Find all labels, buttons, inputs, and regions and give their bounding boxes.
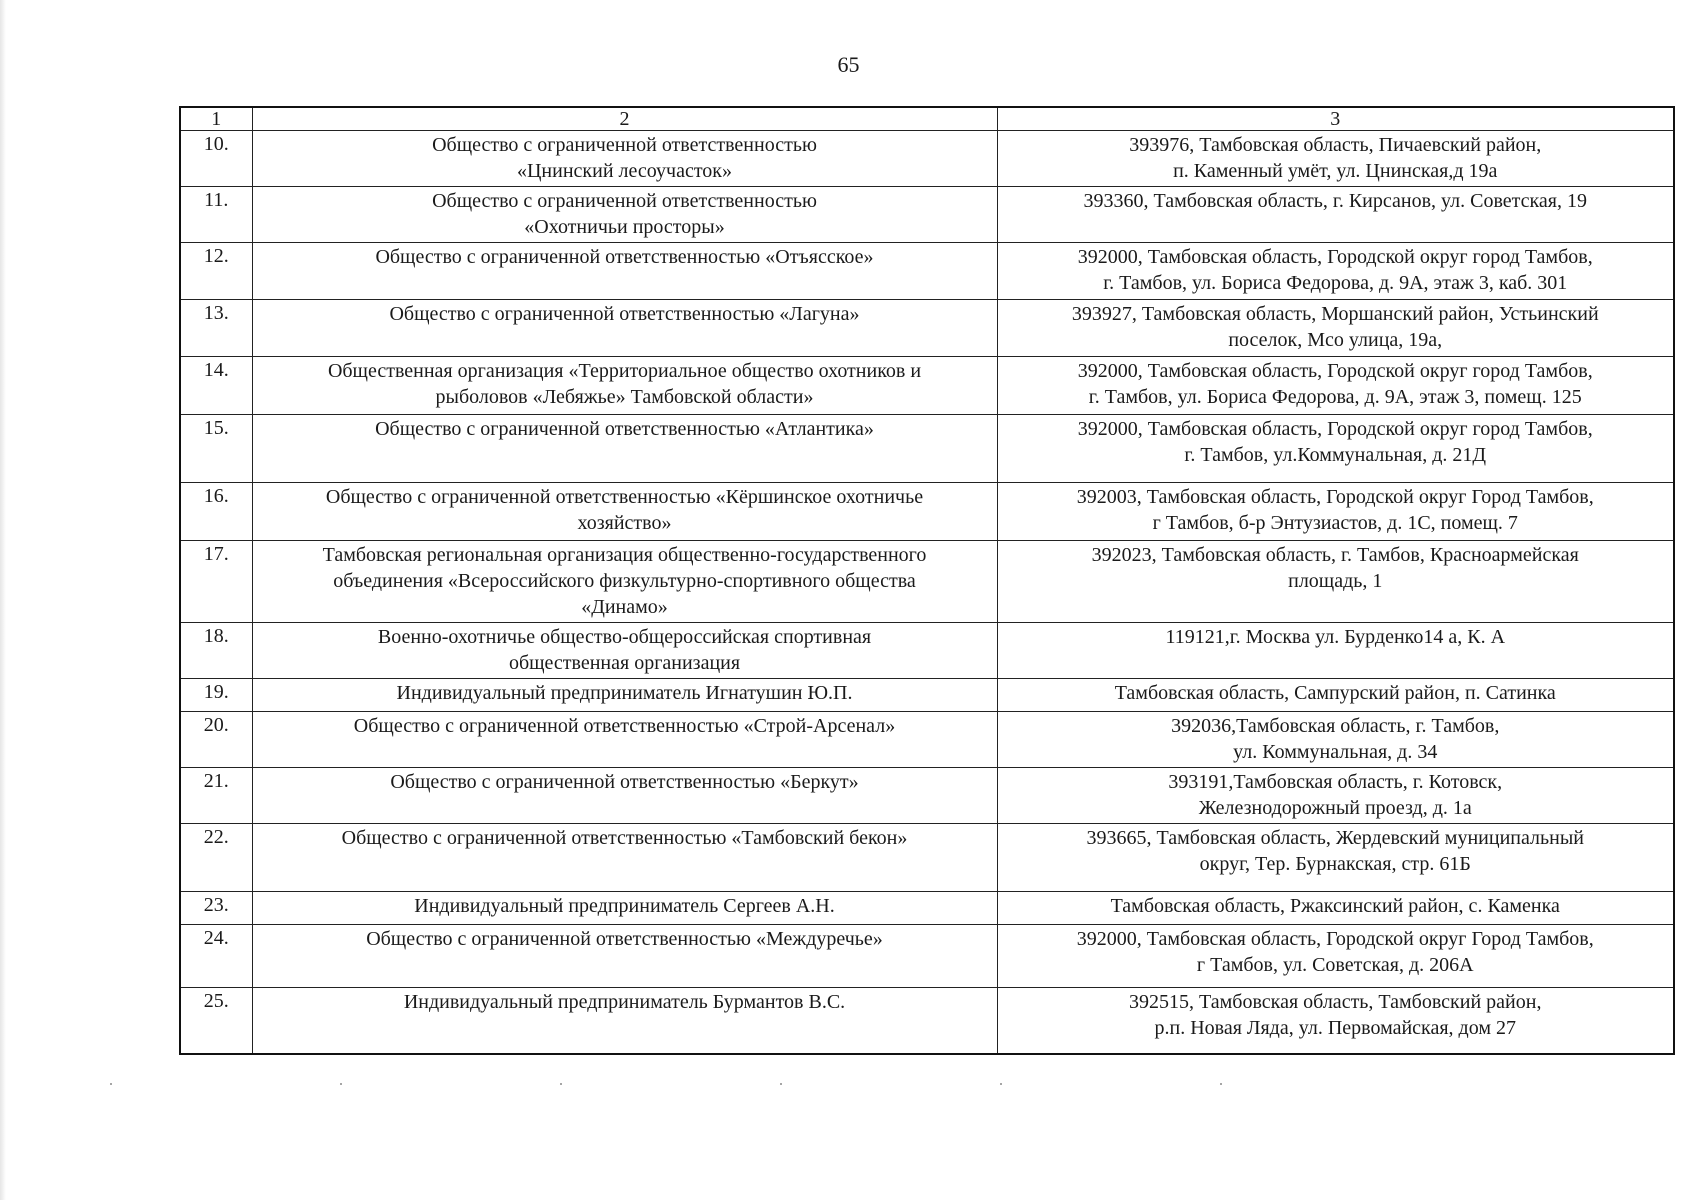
- table-row: [180, 541, 1674, 623]
- table-row: [180, 925, 1674, 988]
- organization-name-line: Общество с ограниченной ответственностью «Тамбовский бекон»: [341, 827, 908, 849]
- organization-name-line: Общество с ограниченной ответственностью «Междуречье»: [366, 928, 883, 950]
- organization-name-cell: [252, 357, 997, 415]
- row-number: 24.: [180, 925, 252, 988]
- address-line: 392000, Тамбовская область, Городской округ город Тамбов,: [1077, 418, 1593, 440]
- address-cell: [997, 300, 1674, 357]
- organization-name-cell: [252, 483, 997, 541]
- organization-name-line: Общество с ограниченной ответственностью «Отъясское»: [375, 246, 874, 268]
- address-line: площадь, 1: [1288, 570, 1383, 592]
- address-line: 393191,Тамбовская область, г. Котовск,: [1168, 771, 1503, 793]
- address-cell: [997, 892, 1674, 925]
- address-line: 392000, Тамбовская область, Городской округ Город Тамбов,: [1076, 928, 1594, 950]
- registry-table-body: [180, 107, 1674, 1054]
- address-line: 393927, Тамбовская область, Моршанский район, Устьинский: [1071, 303, 1599, 325]
- table-row: [180, 131, 1674, 187]
- address-line: 392036,Тамбовская область, г. Тамбов,: [1171, 715, 1500, 737]
- organization-name-cell: [252, 187, 997, 243]
- registry-table-container: [179, 106, 1673, 1055]
- table-row: [180, 243, 1674, 300]
- address-cell: [997, 415, 1674, 483]
- organization-name-line: рыболовов «Лебяжье» Тамбовской области»: [435, 386, 814, 408]
- table-row: [180, 357, 1674, 415]
- address-line: Железнодорожный проезд, д. 1а: [1198, 797, 1472, 819]
- column-number-1: 1: [180, 107, 252, 131]
- organization-name-line: Общество с ограниченной ответственностью «Лагуна»: [389, 303, 860, 325]
- address-cell: [997, 131, 1674, 187]
- scan-edge-shadow: [0, 0, 6, 1200]
- organization-name-cell: [252, 131, 997, 187]
- table-row: [180, 712, 1674, 768]
- organization-name-line: Общество с ограниченной ответственностью «Беркут»: [390, 771, 859, 793]
- row-number: 15.: [180, 415, 252, 483]
- address-line: Тамбовская область, Сампурский район, п. Сатинка: [1114, 682, 1556, 704]
- address-line: 119121,г. Москва ул. Бурденко14 а, К. А: [1165, 626, 1506, 648]
- organization-name-cell: [252, 415, 997, 483]
- row-number: 16.: [180, 483, 252, 541]
- organization-name-line: Индивидуальный предприниматель Сергеев А.Н.: [414, 895, 835, 917]
- scan-dot: [1000, 1083, 1002, 1085]
- scan-dot: [1220, 1083, 1222, 1085]
- address-line: 392515, Тамбовская область, Тамбовский район,: [1129, 991, 1542, 1013]
- row-number: 25.: [180, 988, 252, 1054]
- address-cell: [997, 679, 1674, 712]
- organization-name-cell: [252, 768, 997, 824]
- organization-name-cell: [252, 541, 997, 623]
- address-line: р.п. Новая Ляда, ул. Первомайская, дом 27: [1154, 1017, 1516, 1039]
- table-row: [180, 483, 1674, 541]
- organization-name-line: общественная организация: [508, 652, 741, 674]
- address-cell: [997, 824, 1674, 892]
- table-row: [180, 300, 1674, 357]
- scan-artifact-dots: [110, 1083, 1250, 1087]
- table-row: [180, 679, 1674, 712]
- row-number: 11.: [180, 187, 252, 243]
- address-line: округ, Тер. Бурнакская, стр. 61Б: [1199, 853, 1471, 875]
- organization-name-line: Общество с ограниченной ответственностью «Атлантика»: [375, 418, 874, 440]
- column-number-3: 3: [997, 107, 1674, 131]
- organization-name-line: «Охотничьи просторы»: [524, 216, 725, 238]
- address-line: п. Каменный умёт, ул. Цнинская,д 19а: [1173, 160, 1498, 182]
- address-line: Тамбовская область, Ржаксинский район, с. Каменка: [1110, 895, 1560, 917]
- address-cell: [997, 243, 1674, 300]
- address-cell: [997, 712, 1674, 768]
- table-row: [180, 187, 1674, 243]
- row-number: 13.: [180, 300, 252, 357]
- organization-name-cell: [252, 988, 997, 1054]
- organization-name-cell: [252, 824, 997, 892]
- address-cell: [997, 988, 1674, 1054]
- scan-dot: [340, 1083, 342, 1085]
- address-cell: [997, 623, 1674, 679]
- organization-name-cell: [252, 243, 997, 300]
- row-number: 14.: [180, 357, 252, 415]
- table-row: [180, 415, 1674, 483]
- organization-name-cell: [252, 623, 997, 679]
- column-number-2: 2: [252, 107, 997, 131]
- registry-table: [179, 106, 1675, 1055]
- organization-name-line: хозяйство»: [577, 512, 672, 534]
- address-line: поселок, Мсо улица, 19а,: [1228, 329, 1443, 351]
- organization-name-cell: [252, 925, 997, 988]
- organization-name-line: «Динамо»: [581, 596, 668, 618]
- address-line: 392000, Тамбовская область, Городской округ город Тамбов,: [1077, 360, 1593, 382]
- organization-name-line: Общество с ограниченной ответственностью: [432, 134, 817, 156]
- address-line: г Тамбов, б-р Энтузиастов, д. 1С, помещ. 7: [1152, 512, 1518, 534]
- row-number: 21.: [180, 768, 252, 824]
- row-number: 17.: [180, 541, 252, 623]
- row-number: 18.: [180, 623, 252, 679]
- address-cell: [997, 357, 1674, 415]
- scan-dot: [110, 1083, 112, 1085]
- address-line: 392003, Тамбовская область, Городской округ Город Тамбов,: [1076, 486, 1594, 508]
- organization-name-cell: [252, 892, 997, 925]
- organization-name-line: Индивидуальный предприниматель Бурмантов В.С.: [403, 991, 846, 1013]
- address-cell: [997, 187, 1674, 243]
- address-line: г. Тамбов, ул. Бориса Федорова, д. 9А, этаж 3, помещ. 125: [1088, 386, 1582, 408]
- organization-name-line: Тамбовская региональная организация общественно-государственного: [322, 544, 927, 566]
- organization-name-line: Общество с ограниченной ответственностью «Кёршинское охотничье: [325, 486, 924, 508]
- page-number: 65: [837, 52, 860, 77]
- address-line: г. Тамбов, ул. Бориса Федорова, д. 9А, этаж 3, каб. 301: [1103, 272, 1568, 294]
- address-line: ул. Коммунальная, д. 34: [1233, 741, 1438, 763]
- row-number: 19.: [180, 679, 252, 712]
- organization-name-line: Общественная организация «Территориальное общество охотников и: [327, 360, 922, 382]
- address-cell: [997, 925, 1674, 988]
- row-number: 10.: [180, 131, 252, 187]
- organization-name-line: «Цнинский лесоучасток»: [516, 160, 733, 182]
- address-cell: [997, 541, 1674, 623]
- address-cell: [997, 768, 1674, 824]
- table-row: [180, 768, 1674, 824]
- organization-name-line: Индивидуальный предприниматель Игнатушин Ю.П.: [396, 682, 853, 704]
- address-cell: [997, 483, 1674, 541]
- row-number: 22.: [180, 824, 252, 892]
- table-row: [180, 988, 1674, 1054]
- column-number-row: [180, 107, 1674, 131]
- address-line: 393665, Тамбовская область, Жердевский муниципальный: [1086, 827, 1584, 849]
- row-number: 12.: [180, 243, 252, 300]
- row-number: 20.: [180, 712, 252, 768]
- organization-name-cell: [252, 300, 997, 357]
- address-line: 392023, Тамбовская область, г. Тамбов, Красноармейская: [1091, 544, 1579, 566]
- table-row: [180, 824, 1674, 892]
- scan-dot: [780, 1083, 782, 1085]
- address-line: 393360, Тамбовская область, г. Кирсанов, ул. Советская, 19: [1083, 190, 1588, 212]
- address-line: 393976, Тамбовская область, Пичаевский район,: [1129, 134, 1542, 156]
- organization-name-cell: [252, 679, 997, 712]
- address-line: г Тамбов, ул. Советская, д. 206А: [1196, 954, 1474, 976]
- organization-name-line: Общество с ограниченной ответственностью: [432, 190, 817, 212]
- row-number: 23.: [180, 892, 252, 925]
- address-line: г. Тамбов, ул.Коммунальная, д. 21Д: [1184, 444, 1487, 466]
- organization-name-line: Общество с ограниченной ответственностью «Строй-Арсенал»: [353, 715, 896, 737]
- address-line: 392000, Тамбовская область, Городской округ город Тамбов,: [1077, 246, 1593, 268]
- organization-name-line: объединения «Всероссийского физкультурно-спортивного общества: [333, 570, 916, 592]
- table-row: [180, 892, 1674, 925]
- scan-dot: [560, 1083, 562, 1085]
- table-row: [180, 623, 1674, 679]
- organization-name-cell: [252, 712, 997, 768]
- organization-name-line: Военно-охотничье общество-общероссийская спортивная: [377, 626, 872, 648]
